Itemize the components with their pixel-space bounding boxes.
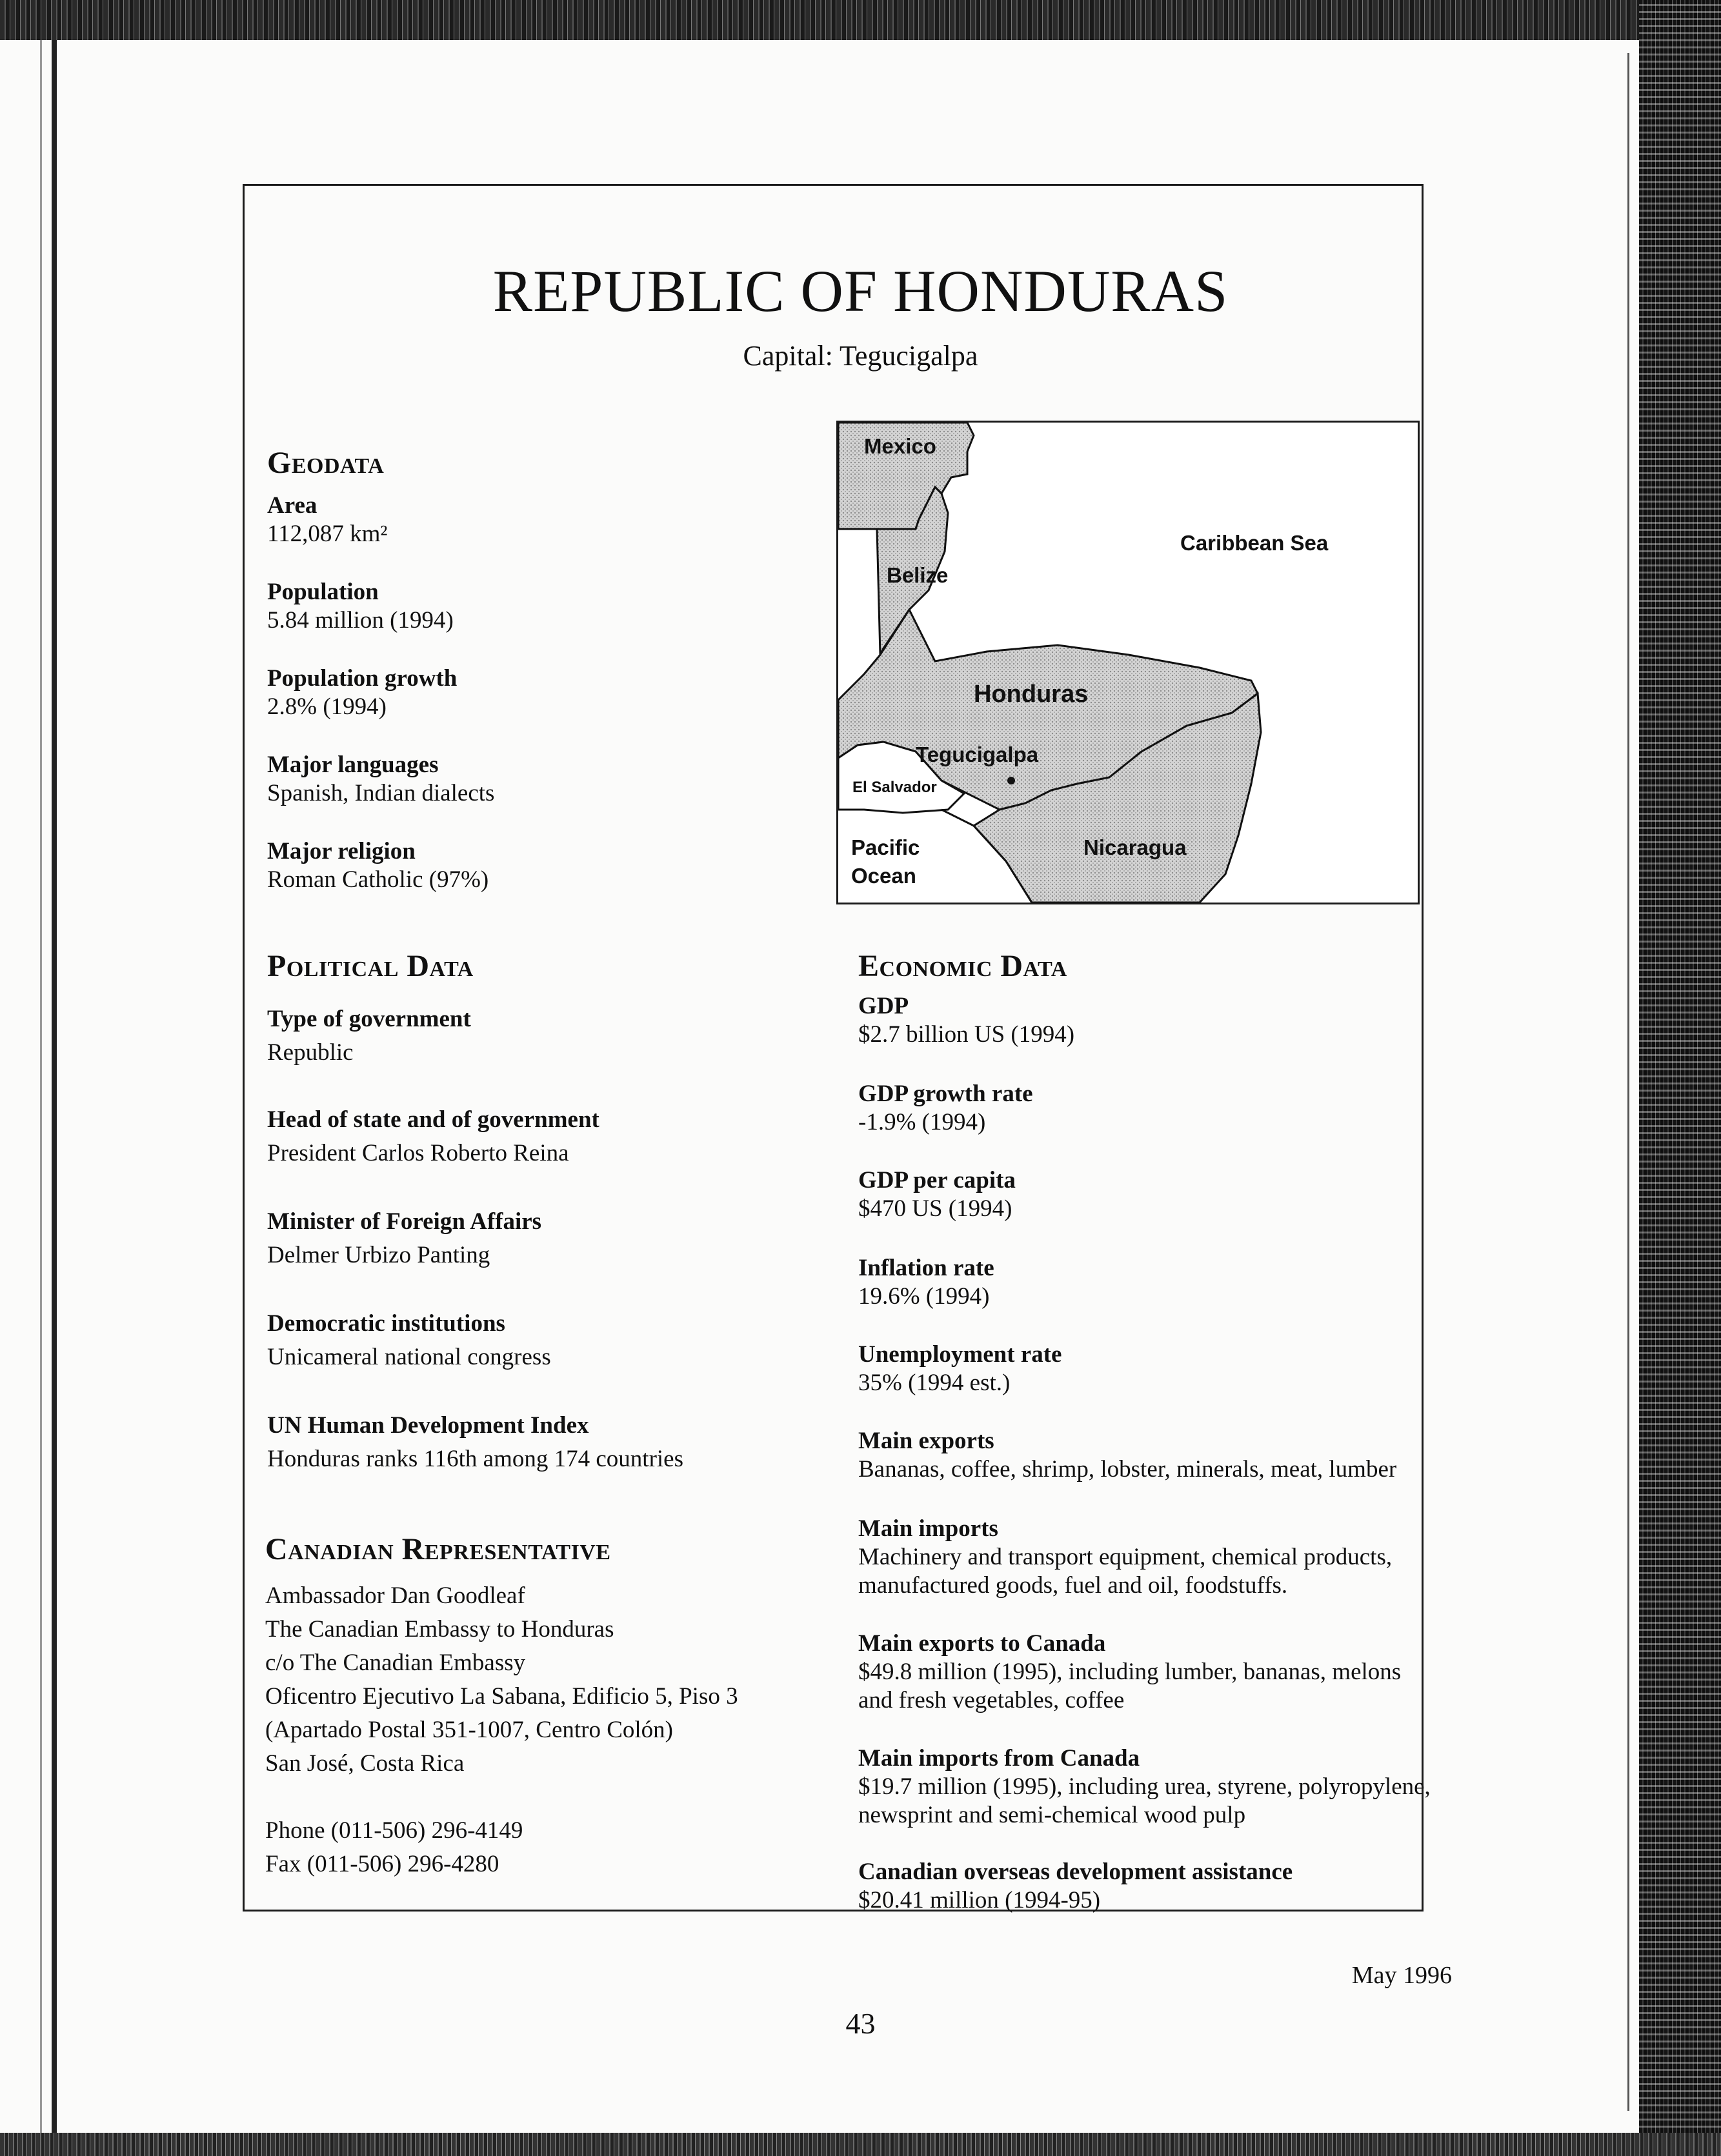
religion-label: Major religion [267,838,416,864]
gdp-growth-field [858,1080,1504,1137]
phone-number: Phone (011-506) 296-4149 [265,1817,523,1844]
address-line: Oficentro Ejecutivo La Sabana, Edificio 5, Piso 3 [265,1683,738,1710]
languages-value: Spanish, Indian dialects [267,780,495,806]
address-line: c/o The Canadian Embassy [265,1650,526,1676]
area-value: 112,087 km² [267,521,388,547]
scan-border-top [0,0,1721,40]
imports-from-canada-value-line: newsprint and semi-chemical wood pulp [858,1802,1246,1828]
gdp-value: $2.7 billion US (1994) [858,1021,1075,1048]
gdp-per-capita-value: $470 US (1994) [858,1195,1012,1222]
map-graphic [838,423,1418,903]
inflation-label: Inflation rate [858,1255,994,1281]
population-label: Population [267,579,379,605]
development-assistance-field [858,1858,1504,1915]
religion-field [267,837,912,894]
exports-to-canada-field [858,1630,1504,1715]
map-label-belize: Belize [887,563,949,587]
gdp-growth-label: GDP growth rate [858,1081,1033,1107]
map-label-caribbean-sea: Caribbean Sea [1180,531,1329,555]
population-growth-label: Population growth [267,665,458,692]
head-of-state-label: Head of state and of government [267,1106,599,1133]
institutions-field [267,1310,912,1372]
population-growth-value: 2.8% (1994) [267,694,387,720]
imports-from-canada-field [858,1744,1504,1830]
unemployment-value: 35% (1994 est.) [858,1370,1011,1396]
main-imports-field [858,1515,1504,1600]
address-line: (Apartado Postal 351-1007, Centro Colón) [265,1717,673,1743]
gdp-field [858,992,1504,1049]
head-of-state-value: President Carlos Roberto Reina [267,1140,569,1166]
representative-address [265,1579,846,1781]
political-data-heading: Political Data [267,949,474,983]
address-line: Ambassador Dan Goodleaf [265,1582,525,1609]
tegucigalpa-marker [1007,777,1015,784]
government-type-field [267,1005,912,1067]
government-type-label: Type of government [267,1006,471,1032]
map-label-tegucigalpa: Tegucigalpa [916,743,1039,766]
development-assistance-value: $20.41 million (1994-95) [858,1887,1101,1913]
imports-from-canada-value-line: $19.7 million (1995), including urea, styrene, polyropylene, [858,1773,1431,1800]
main-exports-field [858,1427,1504,1484]
exports-to-canada-value-line: $49.8 million (1995), including lumber, bananas, melons [858,1659,1402,1685]
main-exports-label: Main exports [858,1428,994,1454]
page-number: 43 [845,2007,876,2040]
foreign-minister-field [267,1208,912,1270]
main-imports-value-line: manufactured goods, fuel and oil, foodstuffs. [858,1572,1288,1599]
map-label-ocean: Ocean [851,864,916,888]
institutions-value: Unicameral national congress [267,1344,551,1370]
religion-value: Roman Catholic (97%) [267,866,489,893]
unemployment-field [858,1341,1504,1397]
address-line: San José, Costa Rica [265,1750,465,1777]
head-of-state-field [267,1106,912,1168]
map-label-el-salvador: El Salvador [852,779,937,796]
main-imports-label: Main imports [858,1515,998,1542]
publication-date: May 1996 [1351,1962,1452,1989]
languages-label: Major languages [267,752,439,778]
exports-to-canada-label: Main exports to Canada [858,1630,1106,1657]
hdi-field [267,1412,912,1473]
development-assistance-label: Canadian overseas development assistance [858,1859,1293,1885]
region-map [836,421,1420,904]
area-field [267,492,912,548]
gdp-per-capita-field [858,1166,1504,1223]
inflation-value: 19.6% (1994) [858,1283,990,1310]
imports-from-canada-label: Main imports from Canada [858,1745,1140,1772]
main-exports-value: Bananas, coffee, shrimp, lobster, minerals, meat, lumber [858,1456,1397,1482]
gdp-label: GDP [858,993,909,1019]
geodata-heading: Geodata [267,446,385,480]
unemployment-label: Unemployment rate [858,1341,1062,1368]
gdp-per-capita-label: GDP per capita [858,1167,1016,1193]
hdi-label: UN Human Development Index [267,1412,589,1439]
government-type-value: Republic [267,1039,354,1066]
population-growth-field [267,664,912,721]
population-value: 5.84 million (1994) [267,607,454,634]
canadian-representative-heading: Canadian Representative [265,1532,611,1566]
population-field [267,578,912,635]
gdp-growth-value: -1.9% (1994) [858,1109,986,1135]
map-label-pacific: Pacific [851,835,920,859]
foreign-minister-value: Delmer Urbizo Panting [267,1242,490,1268]
main-imports-value-line: Machinery and transport equipment, chemical products, [858,1544,1393,1570]
exports-to-canada-value-line: and fresh vegetables, coffee [858,1687,1125,1713]
address-line: The Canadian Embassy to Honduras [265,1616,614,1642]
page-title: REPUBLIC OF HONDURAS [492,258,1229,324]
institutions-label: Democratic institutions [267,1310,505,1337]
languages-field [267,751,912,808]
inflation-field [858,1254,1504,1311]
foreign-minister-label: Minister of Foreign Affairs [267,1208,542,1235]
economic-data-heading: Economic Data [858,949,1067,983]
map-label-honduras: Honduras [974,681,1089,708]
map-label-nicaragua: Nicaragua [1083,835,1187,859]
map-label-mexico: Mexico [864,434,936,458]
fax-number: Fax (011-506) 296-4280 [265,1851,499,1877]
hdi-value: Honduras ranks 116th among 174 countries [267,1446,683,1472]
capital-subtitle: Capital: Tegucigalpa [743,340,978,372]
scan-border-bottom [0,2133,1721,2156]
area-label: Area [267,492,317,519]
representative-contact [265,1814,846,1881]
